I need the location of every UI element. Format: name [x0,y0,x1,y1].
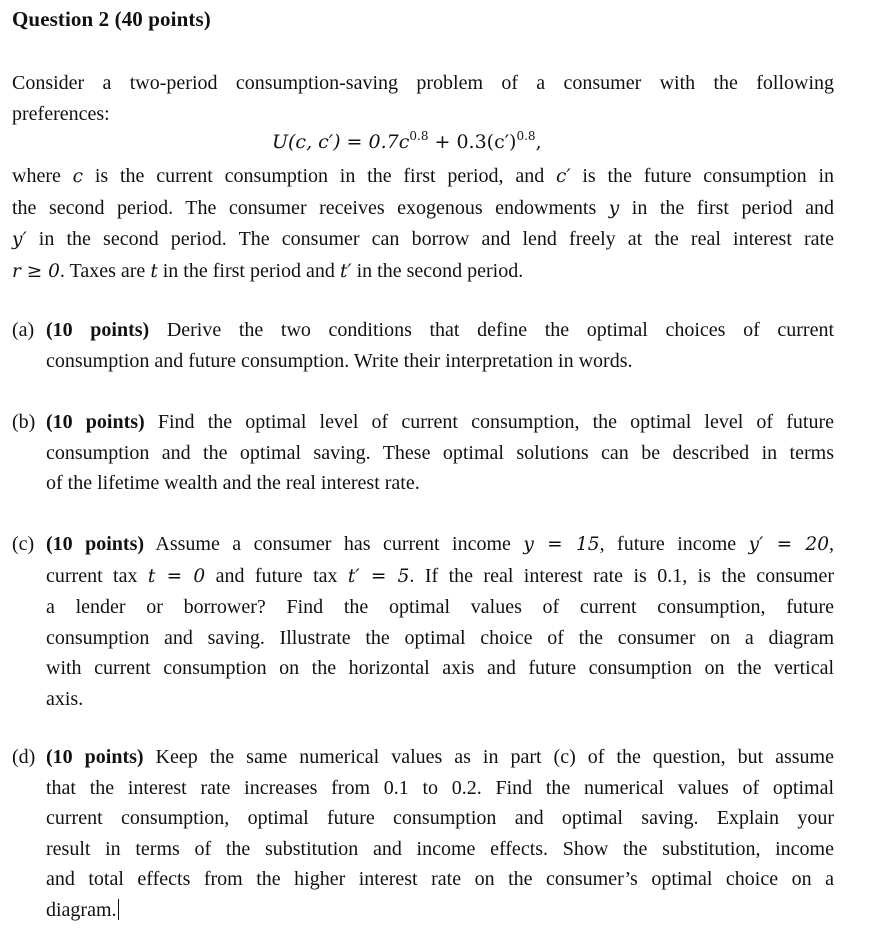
intro-paragraph [12,68,834,129]
intro-line-1: Consider a two-period consumption-saving problem of a consumer with the following [12,72,834,94]
utility-equation [272,129,542,153]
equation-end: , [535,131,542,153]
equation-exponent-2: 0.8 [516,129,536,143]
part-a-label: (a) [12,319,35,341]
part-c [12,529,834,714]
part-c-line-5: with current consumption on the horizontal axis and future consumption on the vertical [46,657,834,679]
part-d-line-1: (10 points) Keep the same numerical values as in part (c) of the question, but assume [46,746,834,768]
part-a [12,315,834,376]
part-b-line-3: of the lifetime wealth and the real interest rate. [46,472,420,494]
setup-line-4: r ≥ 0. Taxes are t in the first period and t′ in the second period. [12,259,524,282]
part-a-line-1: (10 points) Derive the two conditions that define the optimal choices of current [46,319,835,341]
equation-exponent-1: 0.8 [409,129,429,143]
part-c-line-4: consumption and saving. Illustrate the optimal choice of the consumer on a diagram [46,626,834,649]
part-b [12,407,834,499]
part-c-line-6: axis. [46,687,84,710]
part-d-line-5: and total effects from the higher interest rate on the consumer’s optimal choice on a [46,868,834,890]
equation-mid: + 0.3(c′) [428,131,517,153]
equation-lhs: U(c, c′) = 0.7c [272,131,410,153]
setup-line-2: the second period. The consumer receives exogenous endowments y in the first period and [12,196,834,219]
part-d-line-3: current consumption, optimal future consumption and optimal saving. Explain your [46,807,834,829]
part-c-label: (c) [12,533,35,555]
part-a-line-2: consumption and future consumption. Write their interpretation in words. [46,349,633,372]
text-cursor [118,899,119,920]
part-c-line-1: (10 points) Assume a consumer has current income y = 15, future income y′ = 20, [46,533,834,555]
setup-paragraph [12,161,834,287]
part-d-line-6: diagram. [46,898,117,921]
part-c-line-3: a lender or borrower? Find the optimal values of current consumption, future [46,596,834,618]
intro-line-2: preferences: [12,102,110,125]
part-c-line-2: current tax t = 0 and future tax t′ = 5. If the real interest rate is 0.1, is the consumer [46,564,834,587]
setup-line-3: y′ in the second period. The consumer can borrow and lend freely at the real interest rate [12,228,834,250]
part-d-line-2: that the interest rate increases from 0.1 to 0.2. Find the numerical values of optimal [46,776,834,799]
part-d-line-4: result in terms of the substitution and income effects. Show the substitution, income [46,837,834,860]
part-b-line-2: consumption and the optimal saving. These optimal solutions can be described in terms [46,441,834,464]
question-title: Question 2 (40 points) [12,7,211,31]
part-d-label: (d) [12,746,36,768]
part-d [12,742,834,925]
part-b-label: (b) [12,411,36,433]
setup-line-1: where c is the current consumption in the first period, and c′ is the future consumption in [12,165,834,187]
part-b-line-1: (10 points) Find the optimal level of current consumption, the optimal level of future [46,411,834,433]
